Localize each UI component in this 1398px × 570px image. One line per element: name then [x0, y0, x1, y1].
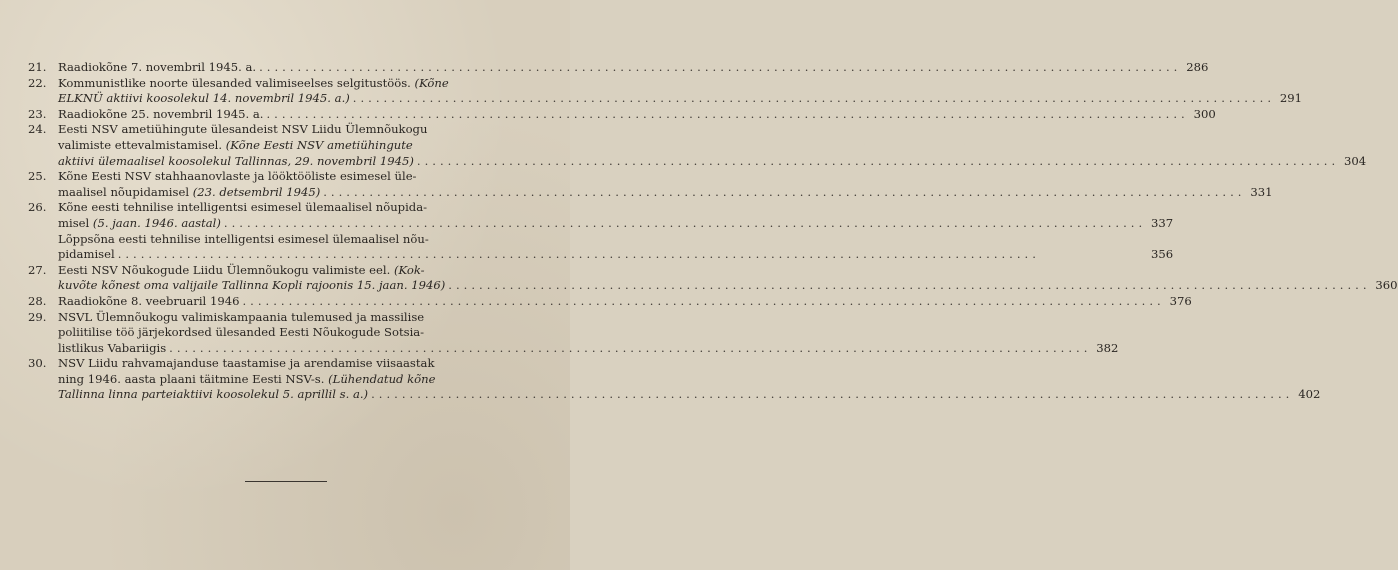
entry-title-text: valimiste ettevalmistamisel. [58, 137, 223, 152]
page-number: 286 [1186, 60, 1209, 74]
toc-entry [28, 200, 1174, 262]
dot-leader: ........................................................................................................................ [259, 60, 1182, 74]
page-number: 291 [1279, 91, 1303, 106]
entry-title-text: Raadiokõne 25. novembril 1945. a. [58, 106, 264, 121]
page-number: 382 [1096, 340, 1119, 355]
entry-title-text: poliitilise töö järjekordsed ülesanded Eesti Nõukogude Sotsia- [58, 325, 425, 340]
entry-line [58, 310, 1118, 326]
entry-line [58, 216, 1173, 232]
entry-title-text: maalisel nõupidamisel [58, 184, 190, 199]
entry-number: 22. [28, 75, 47, 90]
entry-number: 30. [28, 356, 47, 371]
entry-line [58, 169, 1272, 185]
entry-number: 27. [28, 262, 47, 277]
toc-entry [28, 356, 1321, 403]
entry-number: 26. [28, 200, 47, 215]
entry-title-text: Lõppsõna eesti tehnilise intelligentsi esimesel ülemaalisel nõu- [58, 231, 429, 246]
toc-entry [28, 60, 1209, 76]
entry-number: 25. [28, 169, 47, 184]
page-number: 304 [1344, 153, 1367, 168]
entry-line [58, 60, 1208, 76]
dot-leader: ........................................................................................................................ [223, 215, 1147, 230]
entry-number: 21. [28, 60, 47, 74]
entry-number: 28. [28, 293, 47, 308]
entry-number: 29. [28, 309, 47, 324]
entry-line [58, 341, 1118, 357]
toc-entry [28, 262, 1398, 294]
entry-line [58, 232, 1173, 248]
entry-line [58, 185, 1272, 201]
dot-leader: ........................................................................................................................ [323, 184, 1246, 199]
entry-title-text: Eesti NSV Nõukogude Liidu Ülemnõukogu valimiste eel. [58, 262, 391, 277]
dot-leader: ........................................................................................................................ [266, 106, 1189, 121]
toc-entry [28, 309, 1119, 357]
entry-title-text: listlikus Vabariigis [58, 340, 167, 355]
page-number: 360 [1375, 278, 1398, 293]
toc-entry [28, 293, 1192, 310]
entry-title-text: pidamisel [58, 247, 115, 262]
entry-line [58, 263, 1398, 279]
entry-title-text: Raadiokõne 7. novembril 1945. a. [58, 60, 257, 74]
dot-leader: ........................................................................................................................ [352, 91, 1276, 106]
toc-entry [28, 75, 1303, 107]
entry-line [58, 76, 1302, 92]
entry-line [58, 325, 1118, 341]
entry-line [58, 387, 1320, 403]
entry-note-italic: (Lühendatud kõne [324, 371, 436, 386]
page-number: 337 [1151, 215, 1174, 230]
entry-line [58, 294, 1192, 310]
toc-entry [28, 169, 1273, 200]
entry-note-italic: ELKNÜ aktiivi koosolekul 14. novembril 1945. a.) [58, 91, 350, 106]
entry-note-italic: (Kõne Eesti NSV ametiühingute [222, 137, 413, 152]
entry-title-text: Kõne eesti tehnilise intelligentsi esimesel ülemaalisel nõupida- [58, 200, 428, 215]
entry-note-italic: (Kok- [390, 262, 425, 277]
entry-note-italic: (23. detsembril 1945) [189, 184, 321, 199]
entry-title-text: Eesti NSV ametiühingute ülesandeist NSV Liidu Ülemnõukogu [58, 122, 428, 137]
section-divider [245, 481, 327, 482]
entry-line [58, 91, 1302, 107]
entry-title-text: NSV Liidu rahvamajanduse taastamise ja arendamise viisaastak [58, 356, 435, 371]
dot-leader: ........................................................................................................................ [416, 153, 1340, 168]
entry-number: 24. [28, 122, 47, 137]
table-of-contents [28, 60, 1398, 403]
entry-title-text: Kommunistlike noorte ülesanded valimiseelses selgitustöös. [58, 75, 411, 90]
entry-note-italic: (5. jaan. 1946. aastal) [89, 215, 221, 230]
entry-note-italic: Tallinna linna parteiaktiivi koosolekul 5. aprillil s. a.) [58, 387, 369, 402]
entry-note-italic: (Kõne [410, 75, 449, 90]
dot-leader: ........................................................................................................................ [448, 278, 1371, 293]
entry-line [58, 122, 1366, 138]
entry-title-text: NSVL Ülemnõukogu valimiskampaania tulemused ja massilise [58, 309, 425, 324]
toc-entry [28, 106, 1216, 123]
entry-number: 23. [28, 106, 47, 121]
dot-leader: ........................................................................................................................ [242, 293, 1165, 308]
entry-line [58, 107, 1216, 123]
page-number: 376 [1169, 293, 1192, 308]
entry-title-text: Raadiokõne 8. veebruaril 1946 [58, 293, 240, 308]
entry-line [58, 154, 1366, 170]
toc-entry [28, 122, 1367, 169]
entry-line [58, 278, 1398, 294]
dot-leader: ........................................................................................................................ [371, 387, 1294, 402]
page-number: 356 [1151, 247, 1174, 262]
entry-note-italic: kuvõte kõnest oma valijaile Tallinna Kopli rajoonis 15. jaan. 1946) [58, 278, 446, 293]
entry-line [58, 247, 1173, 263]
entry-line [58, 200, 1173, 216]
entry-line [58, 356, 1320, 372]
page-number: 300 [1193, 106, 1216, 121]
entry-note-italic: aktiivi ülemaalisel koosolekul Tallinnas, 29. novembril 1945) [58, 153, 414, 168]
dot-leader: ........................................................................................................................ [117, 247, 1040, 262]
dot-leader: ........................................................................................................................ [169, 340, 1092, 355]
entry-title-text: misel [58, 215, 90, 230]
entry-line [58, 372, 1320, 388]
page-number: 331 [1250, 184, 1273, 199]
entry-title-text: Kõne Eesti NSV stahhaanovlaste ja lööktööliste esimesel üle- [58, 169, 417, 184]
entry-line [58, 138, 1366, 154]
page-number: 402 [1298, 387, 1321, 402]
entry-title-text: ning 1946. aasta plaani täitmine Eesti NSV-s. [58, 371, 325, 386]
